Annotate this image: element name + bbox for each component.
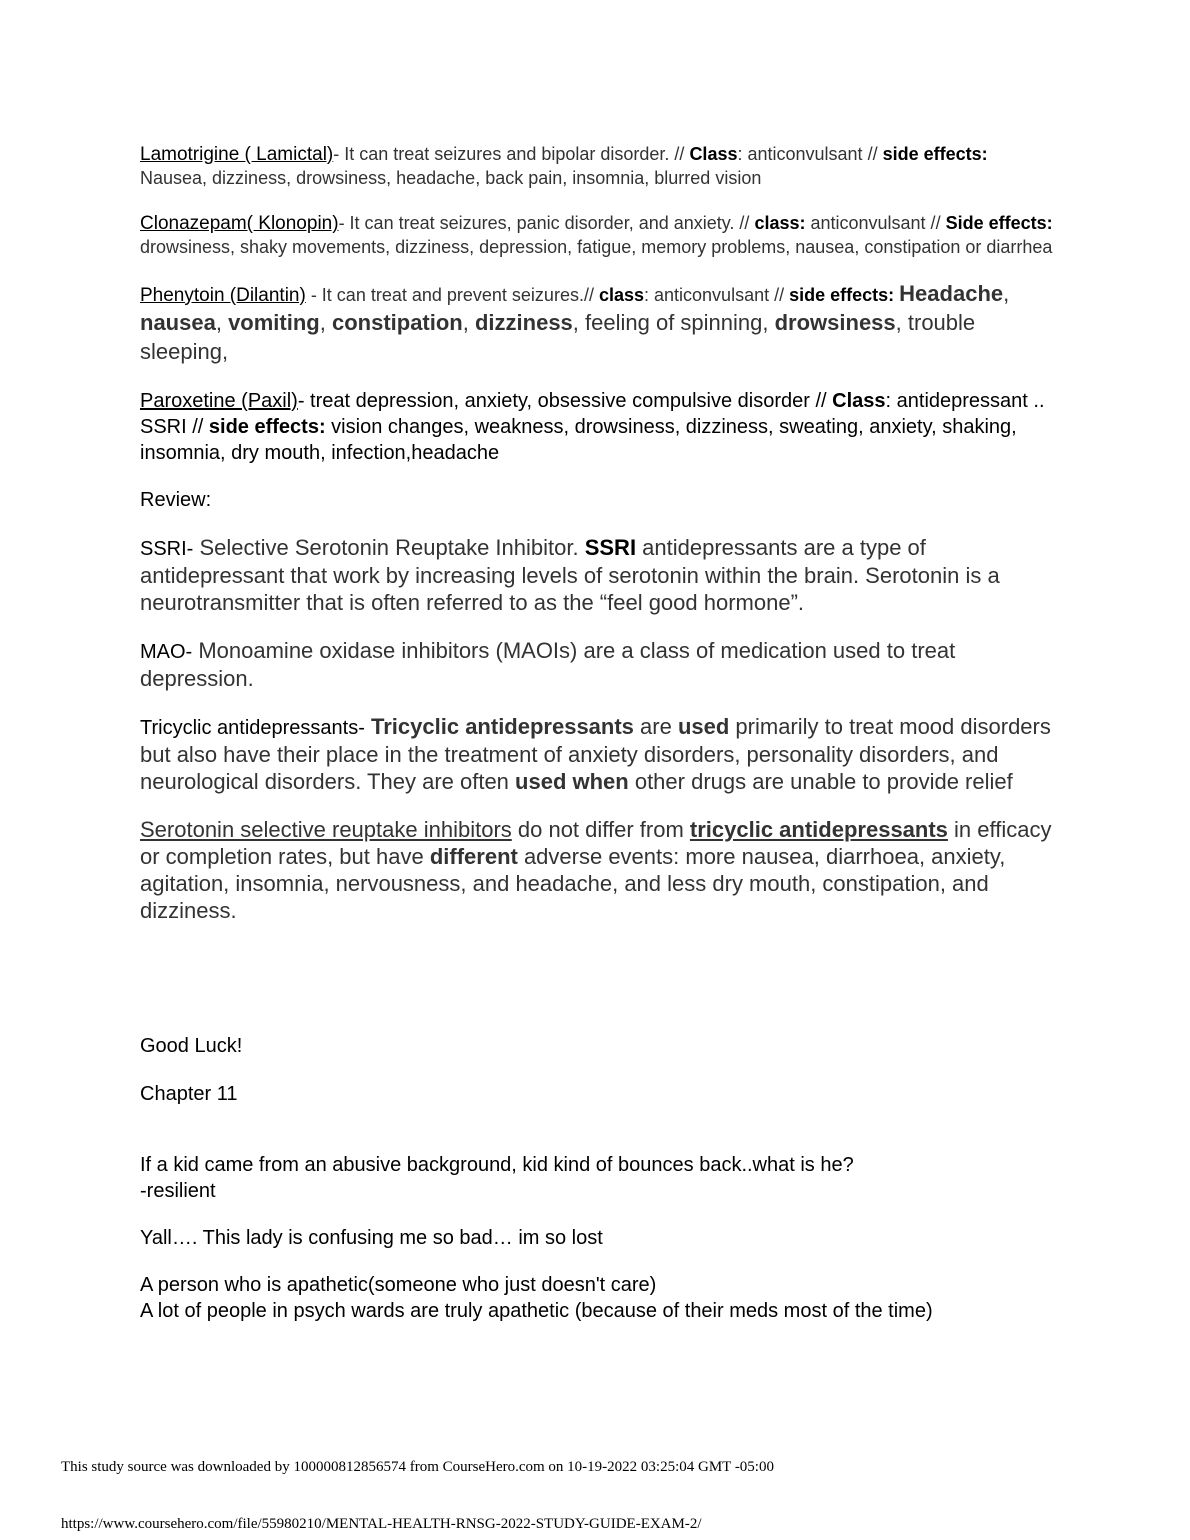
text: , trouble sleeping, xyxy=(140,310,976,364)
side-effects-label: side effects: xyxy=(208,416,326,438)
ssri-paragraph xyxy=(140,534,1055,616)
side-effect: nausea xyxy=(140,310,216,335)
text: other drugs are unable to provide relief xyxy=(628,769,1013,794)
download-notice: This study source was downloaded by 100000812856574 from CourseHero.com on 10-19-2022 03:25:04 GMT -05:00 xyxy=(61,1459,774,1475)
text: , feeling of spinning, xyxy=(572,310,775,335)
text: : anticonvulsant // xyxy=(644,285,790,305)
question-line: If a kid came from an abusive background, kid kind of bounces back..what is he? xyxy=(140,1154,854,1176)
side-effects-label: Side effects: xyxy=(945,213,1053,233)
text: are xyxy=(633,714,678,739)
text: , xyxy=(215,310,229,335)
text: , xyxy=(462,310,475,335)
text: Selective Serotonin Reuptake Inhibitor. xyxy=(193,535,585,560)
drug-name: Paroxetine (Paxil) xyxy=(140,390,298,412)
text: primarily to treat mood disorders but also have their place in the treatment of anxiety disorders, personality disorders, and neurological disorders. They are often xyxy=(140,714,1051,794)
class-label: Class xyxy=(689,144,738,164)
term-prefix: Tricyclic antidepressants- xyxy=(140,717,365,739)
review-heading: Review: xyxy=(140,489,212,511)
text: : antidepressant .. SSRI // xyxy=(140,390,1045,438)
text: , xyxy=(319,310,332,335)
note-line: Yall…. This lady is confusing me so bad… im so lost xyxy=(140,1227,603,1249)
chapter-heading: Chapter 11 xyxy=(140,1083,238,1105)
text: , xyxy=(1003,281,1010,306)
drug-name: Clonazepam( Klonopin) xyxy=(140,213,339,234)
underlined-term: Serotonin selective reuptake inhibitors xyxy=(140,817,512,842)
paroxetine-paragraph xyxy=(140,388,1055,466)
good-luck: Good Luck! xyxy=(140,1035,243,1057)
text: - treat depression, anxiety, obsessive compulsive disorder // xyxy=(297,390,833,412)
text: antidepressants are a type of antidepressant that work by increasing levels of serotonin within the brain. Serotonin is a neurotransmitter that is often referred to as the “feel good hormone”. xyxy=(140,535,1000,615)
term-prefix: MAO- xyxy=(140,641,193,663)
side-effect: vomiting xyxy=(228,310,320,335)
side-effect: dizziness xyxy=(474,310,573,335)
text: drowsiness, shaky movements, dizziness, depression, fatigue, memory problems, nausea, constipation or diarrhea xyxy=(140,237,1053,257)
text: vision changes, weakness, drowsiness, dizziness, sweating, anxiety, shaking, insomnia, dry mouth, infection,headache xyxy=(140,416,1017,464)
bold-term: different xyxy=(429,844,518,869)
text: Nausea, dizziness, drowsiness, headache, back pain, insomnia, blurred vision xyxy=(140,168,762,188)
text: Monoamine oxidase inhibitors (MAOIs) are a class of medication used to treat depression. xyxy=(140,638,956,691)
side-effect: drowsiness xyxy=(774,310,896,335)
term-prefix: SSRI- xyxy=(140,538,194,560)
side-effects-label: side effects: xyxy=(882,144,988,164)
bold-term: Tricyclic antidepressants xyxy=(371,714,634,739)
class-label: Class xyxy=(832,390,886,412)
tricyclic-paragraph xyxy=(140,713,1055,795)
mao-paragraph xyxy=(140,637,1055,692)
drug-name: Phenytoin (Dilantin) xyxy=(140,285,306,306)
text: : anticonvulsant // xyxy=(737,144,883,164)
lamotrigine-paragraph xyxy=(140,142,1055,190)
bold-term: SSRI xyxy=(584,535,637,560)
side-effect: constipation xyxy=(331,310,463,335)
drug-name: Lamotrigine ( Lamictal) xyxy=(140,144,334,165)
class-label: class xyxy=(598,285,645,305)
text: - It can treat seizures, panic disorder, and anxiety. // xyxy=(338,213,755,233)
document-body xyxy=(140,142,1055,1324)
text: in efficacy or completion rates, but have xyxy=(140,817,1052,869)
clonazepam-paragraph xyxy=(140,211,1055,259)
bold-term: used xyxy=(677,714,730,739)
comparison-paragraph xyxy=(140,816,1055,924)
text: do not differ from xyxy=(511,817,690,842)
text: anticonvulsant // xyxy=(805,213,946,233)
side-effect: Headache xyxy=(899,281,1004,306)
bold-term: used when xyxy=(515,769,629,794)
answer-line: -resilient xyxy=(140,1180,216,1202)
class-label: class: xyxy=(754,213,806,233)
text: - It can treat seizures and bipolar disorder. // xyxy=(333,144,690,164)
side-effects-label: side effects: xyxy=(789,285,895,305)
text: - It can treat and prevent seizures.// xyxy=(305,285,599,305)
text: adverse events: more nausea, diarrhoea, anxiety, agitation, insomnia, nervousness, and headache, and less dry mouth, constipation, and dizziness. xyxy=(140,844,1006,923)
underlined-bold-term: tricyclic antidepressants xyxy=(689,817,948,842)
phenytoin-paragraph xyxy=(140,280,1055,367)
apathetic-line: A person who is apathetic(someone who just doesn't care) xyxy=(140,1274,657,1296)
source-url[interactable]: https://www.coursehero.com/file/55980210/MENTAL-HEALTH-RNSG-2022-STUDY-GUIDE-EXAM-2/ xyxy=(61,1516,702,1532)
apathetic-line: A lot of people in psych wards are truly apathetic (because of their meds most of the time) xyxy=(140,1300,933,1322)
